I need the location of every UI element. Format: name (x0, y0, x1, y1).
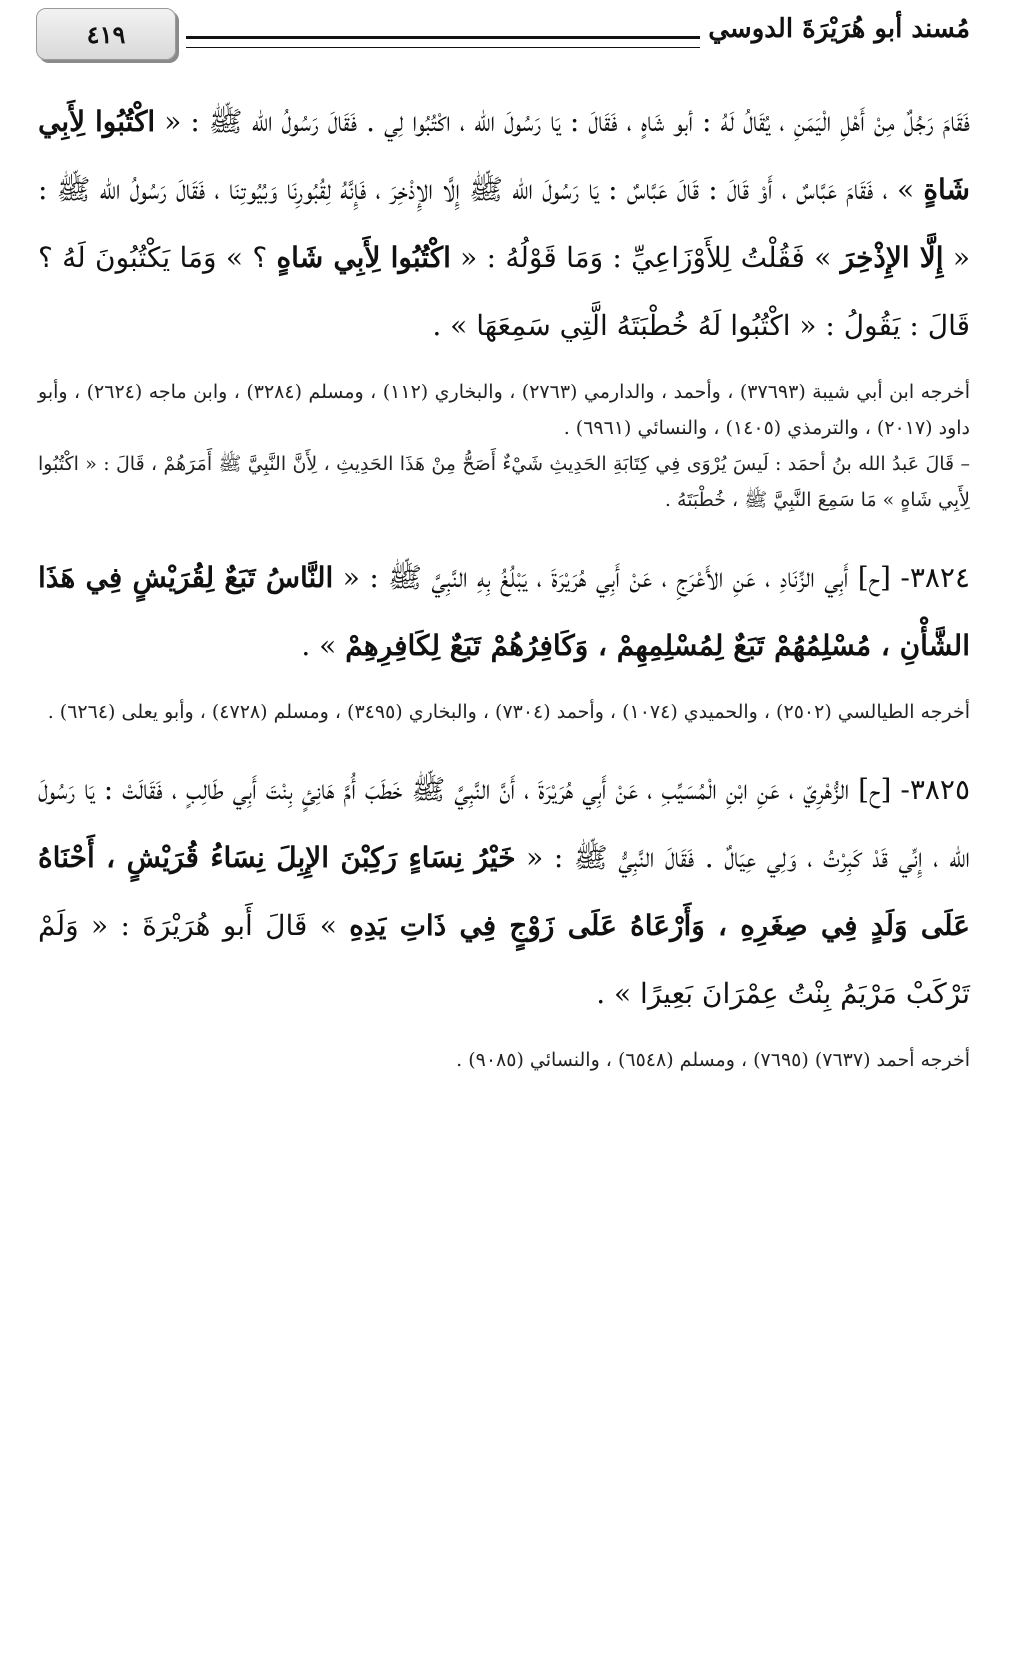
spacer (38, 1028, 970, 1042)
page-content (38, 88, 970, 1078)
hadith-3824 (38, 544, 970, 680)
text-segment: ؟ » وَمَا يَكْتُبُونَ لَهُ ؟ قَالَ : يَقُولُ : « اكْتُبُوا لَهُ خُطْبَتَهُ الَّتِي سَمِعَهَا » . (38, 241, 970, 342)
text-segment: ٣٨٢٤- [ح] أَبِي الزِّنَادِ ، عَنِ الأَعْرَجِ ، عَنْ أَبِي هُرَيْرَةَ ، يَبْلُغُ بِهِ النَّبِيَّ ﷺ : « (333, 561, 970, 594)
hadith-3825 (38, 756, 970, 1028)
page-number (36, 8, 176, 60)
text-segment: » . (301, 629, 346, 662)
page-header (36, 8, 970, 64)
prophet-quote: النَّاسُ تَبَعٌ لِقُرَيْشٍ فِي هَذَا الشَّأْنِ ، مُسْلِمُهُمْ تَبَعٌ لِمُسْلِمِهِمْ ، وَكَافِرُهُمْ تَبَعٌ لِكَافِرِهِمْ (38, 561, 970, 662)
takhrij-note: أخرجه الطيالسي (٢٥٠٢) ، والحميدي (١٠٧٤) ، وأحمد (٧٣٠٤) ، والبخاري (٣٤٩٥) ، ومسلم (٤٧٢٨) ، وأبو يعلى (٦٢٦٤) . (47, 701, 970, 723)
hadith-text-continuation (38, 88, 970, 360)
running-title: مُسند أبو هُرَيْرَةَ الدوسي (708, 14, 970, 44)
spacer (38, 518, 970, 544)
text-segment: » فَقُلْتُ لِلأَوْزَاعِيِّ : وَمَا قَوْلُهُ : « (450, 241, 841, 274)
page-number-text: ٤١٩ (86, 19, 126, 49)
text-segment: » قَالَ أَبو هُرَيْرَةَ : « وَلَمْ تَرْكَبْ مَرْيَمُ بِنْتُ عِمْرَانَ بَعِيرًا » . (38, 909, 970, 1010)
text-segment: فَقَامَ رَجُلٌ مِنْ أَهْلِ الْيَمَنِ ، يُقَالُ لَهُ : أبو شَاهٍ ، فَقَالَ : يَا رَسُولَ الله ، اكْتُبُوا لِي . فَقَالَ رَسُولُ الله ﷺ : « (155, 105, 970, 138)
commentary-note: – قَالَ عَبدُ الله بنُ أحمَد : لَيسَ يُرْوَى فِي كِتَابَةِ الحَدِيثِ شَيْءٌ أَصَحُّ مِنْ هَذَا الحَدِيثِ ، لِأَنَّ النَّبِيَّ ﷺ أَمَرَهُمْ ، قَالَ : « اكْتُبُوا لِأَبِي شَاهٍ » مَا سَمِعَ النَّبِيَّ ﷺ ، خُطْبَتَهُ . (38, 453, 970, 511)
text-segment: ٣٨٢٥- [ح] الزُّهْرِيّ ، عَنِ ابْنِ الْمُسَيِّبِ ، عَنْ أَبِي هُرَيْرَةَ ، أَنَّ النَّبِيَّ ﷺ خَطَبَ أُمَّ هَانِئٍ بِنْتَ أَبِي طَالِبٍ ، فَقَالَتْ : يَا رَسُولَ الله ، إِنِّي قَدْ كَبِرْتُ ، وَلِي عِيَالٌ . فَقَالَ النَّبِيُّ ﷺ : « (38, 773, 971, 874)
prophet-quote: اكْتُبُوا لِأَبِي شَاهٍ (276, 241, 451, 274)
takhrij-note: أخرجه ابن أبي شيبة (٣٧٦٩٣) ، وأحمد ، والدارمي (٢٧٦٣) ، والبخاري (١١٢) ، ومسلم (٣٢٨٤) ، وابن ماجه (٢٦٢٤) ، وأبو داود (٢٠١٧) ، والترمذي (١٤٠٥) ، والنسائي (٦٩٦١) . (38, 381, 971, 439)
prophet-quote: اكْتُبُوا لِأَبِي شَاةٍ (38, 105, 970, 206)
takhrij-note: أخرجه أحمد (٧٦٣٧) (٧٦٩٥) ، ومسلم (٦٥٤٨) ، والنسائي (٩٠٨٥) . (456, 1049, 970, 1071)
spacer (38, 730, 970, 756)
spacer (38, 360, 970, 374)
text-segment: » ، فَقَامَ عَبَّاسٌ ، أَوْ قَالَ : قَالَ عَبَّاسٌ : يَا رَسُولَ الله ﷺ إِلَّا الإِذْخِرَ ، فَإِنَّهُ لِقُبُورِنَا وَبُيُوتِنَا ، فَقَالَ رَسُولُ الله ﷺ : « (38, 173, 971, 274)
header-rule (186, 36, 700, 48)
prophet-quote: إِلَّا الإِذْخِرَ (840, 241, 944, 274)
prophet-quote: خَيْرُ نِسَاءٍ رَكِبْنَ الإِبِلَ نِسَاءُ قُرَيْشٍ ، أَحْنَاهُ عَلَى وَلَدٍ فِي صِغَرِهِ ، وَأَرْعَاهُ عَلَى زَوْجٍ فِي ذَاتِ يَدِهِ (38, 841, 971, 942)
spacer (38, 680, 970, 694)
